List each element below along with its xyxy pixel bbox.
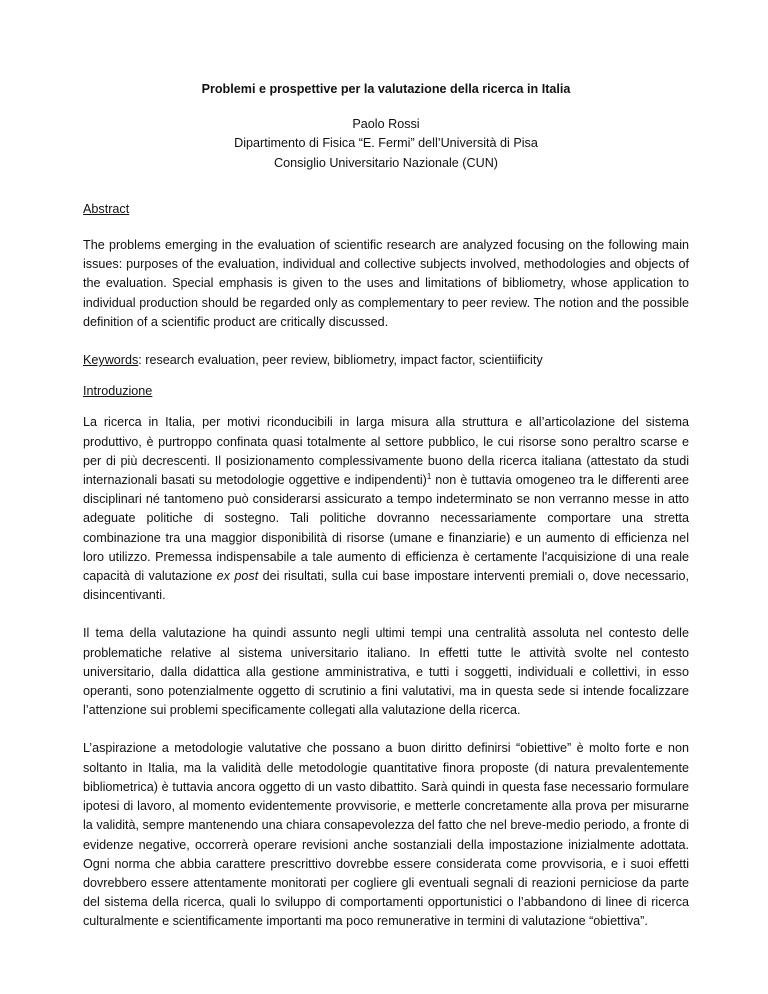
introduction-paragraph-2: Il tema della valutazione ha quindi assunto negli ultimi tempi una centralità assoluta nel contesto delle problematiche relative al sistema universitario italiano. In effetti tutte le attività svolte nel contesto universitario, dalla didattica alla gestione amministrativa, e tutti i soggetti, individuali e collettivi, in esso operanti, sono potenzialmente oggetto di scrutinio a fini valutativi, ma in questa sede si intende focalizzare l’attenzione sui problemi specificamente collegati alla valutazione della ricerca.: [83, 626, 689, 718]
introduction-paragraph-1: [83, 413, 689, 605]
abstract-text: The problems emerging in the evaluation of scientific research are analyzed focusing on the following main issues: purposes of the evaluation, individual and collective subjects involved, methodologies and objects of the evaluation. Special emphasis is given to the uses and limitations of bibliometry, whose application to individual production should be regarded only as complementary to peer review. The notion and the possible definition of a scientific product are critically discussed.: [83, 238, 689, 329]
keywords-text: : research evaluation, peer review, bibliometry, impact factor, scientiificity: [138, 353, 543, 368]
paragraph-1-text-a: La ricerca in Italia, per motivi riconducibili in larga misura alla struttura e all’articolazione del sistema produttivo, è purtroppo confinata quasi totalmente al settore pubblico, le cui risorse sono peraltro scarse e per di più decrescenti. Il posizionamento complessivamente buono della ricerca italiana (attestato da studi internazionali basati su metodologie oggettive e indipendenti): [83, 415, 689, 488]
author-affiliation-2: Consiglio Universitario Nazionale (CUN): [274, 155, 498, 170]
footnote-marker: 1: [426, 471, 432, 481]
paragraph-1-text-b: non è tuttavia omogeneo tra le differenti aree disciplinari né tantomeno può considerarsi assicurato a tempo indeterminato se non verranno messe in atto adeguate politiche di sostegno. Tali politiche dovranno necessariamente comportare una stretta combinazione tra una maggior disponibilità di risorse (umane e finanziarie) e un aumento di efficienza nel loro utilizzo. Premessa indispensabile a tale aumento di efficienza è certamente l'acquisizione di una reale capacità di valutazione: [83, 473, 689, 584]
author-affiliation-1: Dipartimento di Fisica “E. Fermi” dell’Università di Pisa: [234, 136, 538, 151]
author-name: Paolo Rossi: [352, 117, 420, 132]
introduction-paragraph-3: L’aspirazione a metodologie valutative che possano a buon diritto definirsi “obiettive” è molto forte e non soltanto in Italia, ma la validità delle metodologie quantitative finora proposte (di natura prevalentemente bibliometrica) è tuttavia ancora oggetto di un vasto dibattito. Sarà quindi in questa fase necessario formulare ipotesi di lavoro, al momento evidentemente provvisorie, e metterle concretamente alla prova per misurarne la validità, sempre mantenendo una chiara consapevolezza del fatto che nel breve-medio periodo, a fronte di evidenze negative, occorrerà operare revisioni anche sostanziali della impostazione inizialmente adottata. Ogni norma che abbia carattere prescrittivo dovrebbe essere considerata come provvisoria, e i suoi effetti dovrebbero essere attentamente monitorati per cogliere gli eventuali segnali di reazioni perniciose da parte del sistema della ricerca, quali lo sviluppo di comportamenti opportunistici o l’abbandono di linee di ricerca culturalmente e scientificamente importanti ma poco remunerative in termini di valutazione “obiettiva”.: [83, 741, 689, 929]
abstract-heading: Abstract: [83, 201, 130, 216]
keywords-line: [83, 351, 689, 370]
introduction-heading: Introduzione: [83, 384, 153, 399]
document-content: [83, 80, 689, 951]
paragraph-1-italic: ex post: [216, 569, 259, 584]
paragraph-1-text-c: dei risultati, sulla cui base impostare interventi premiali o, dove necessario, disincentivanti.: [83, 569, 689, 603]
keywords-label: Keywords: [83, 353, 139, 368]
paper-title: Problemi e prospettive per la valutazione della ricerca in Italia: [201, 82, 571, 96]
author-block: [83, 115, 689, 173]
